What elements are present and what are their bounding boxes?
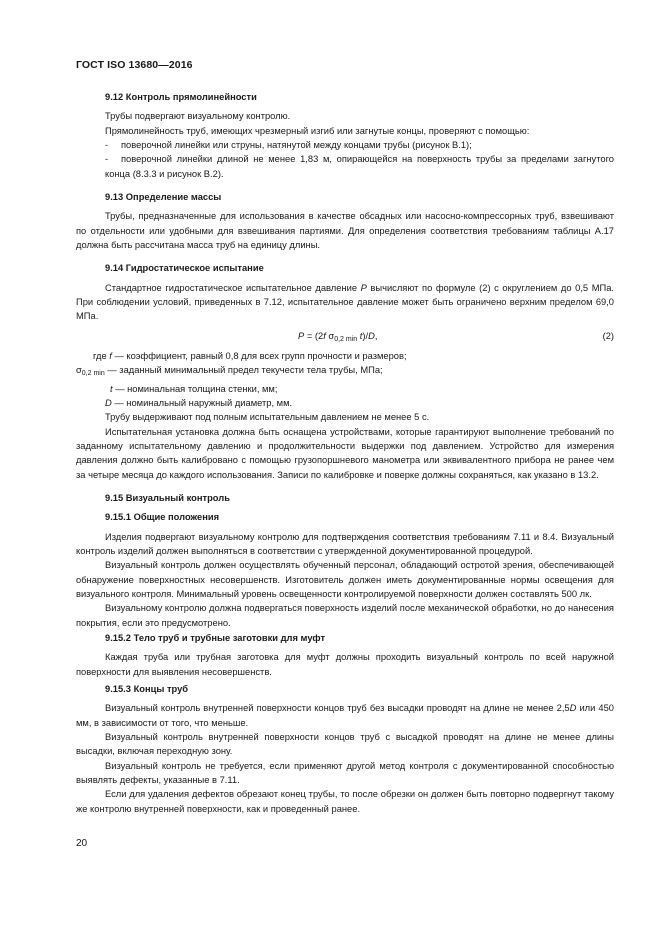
subsection-heading-9-15-2: 9.15.2 Тело труб и трубные заготовки для муфт xyxy=(105,633,326,643)
paragraph: Если для удаления дефектов обрезают конец трубы, то после обрезки он должен быть повторно подвергнут такому же контролю внутренней поверхности, как и проведенный ранее. xyxy=(76,789,614,814)
definition-t: t — номинальная толщина стенки, мм; xyxy=(110,383,278,394)
paragraph: Трубы подвергают визуальному контролю. xyxy=(105,111,291,122)
list-item-text: поверочной линейки длиной не менее 1,83 м, опирающейся на поверхность трубы за пределами загнутого конца (8.3.3 и рисунок B.2). xyxy=(105,154,614,179)
paragraph: Визуальный контроль внутренней поверхности концов труб без высадки проводят на длине не менее 2,5D или 450 мм, в зависимости от того, что меньше. xyxy=(76,703,614,728)
subsection-heading-9-15-1: 9.15.1 Общие положения xyxy=(105,512,220,523)
paragraph: Каждая труба или трубная заготовка для муфт должны проходить визуальный контроль по всей наружной поверхности для выявления несовершенств. xyxy=(76,652,614,677)
paragraph: Визуальный контроль внутренней поверхности концов труб с высадкой проводят на длине не менее длины высадки, включая переходную зону. xyxy=(76,732,614,757)
document-body xyxy=(76,90,614,816)
paragraph: Изделия подвергают визуальному контролю для подтверждения соответствия требованиям 7.11 и 8.4. Визуальный контроль изделий должен выполняться в соответствии с утвержденной документированной процедурой. xyxy=(76,531,614,556)
formula xyxy=(76,327,614,349)
paragraph: Визуальный контроль не требуется, если применяют другой метод контроля с документированной способностью выявлять дефекты, указанные в 7.11. xyxy=(76,760,614,786)
paragraph: Стандартное гидростатическое испытательное давление P вычисляют по формуле (2) с округлением до 0,5 МПа. При соблюдении условий, приведенных в 7.12, испытательное давление может быть ограничено верхним пределом 69,0 МПа. xyxy=(76,282,614,322)
section-heading-9-12: 9.12 Контроль прямолинейности xyxy=(105,92,257,102)
list-item xyxy=(76,152,614,181)
list-dash: - xyxy=(105,154,109,165)
variable-p: P xyxy=(360,282,367,293)
definition-f: где f — коэффициент, равный 0,8 для всех групп прочности и размеров; xyxy=(93,350,407,361)
definition-sigma: $\sigma_{0,2 min}$ — заданный минимальный предел текучести тела трубы, МПа; xyxy=(76,365,383,378)
list-item-text: поверочной линейки или струны, натянутой между концами трубы (рисунок B.1); xyxy=(121,140,472,151)
paragraph: Визуальный контроль должен осуществлять обученный персонал, обладающий остротой зрения, обеспечивающей обнаружение поверхностных несовершенств. Изготовитель должен иметь документированные нормы освещения для визуального контроля. Минимальный уровень освещенности контролируемой поверхности должен составлять 500 лк. xyxy=(76,560,614,599)
paragraph: Визуальному контролю должна подвергаться поверхность изделий после механической обработки, но до нанесения покрытия, если это предусмотрено. xyxy=(76,603,614,628)
section-heading-9-13: 9.13 Определение массы xyxy=(105,192,222,203)
document-header: ГОСТ ISO 13680—2016 xyxy=(76,59,193,71)
section-heading-9-15: 9.15 Визуальный контроль xyxy=(105,492,230,503)
subsection-heading-9-15-3: 9.15.3 Концы труб xyxy=(105,684,189,695)
list-dash: - xyxy=(105,140,109,151)
section-heading-9-14: 9.14 Гидростатическое испытание xyxy=(105,263,264,274)
list-item xyxy=(76,138,614,152)
definition-d: D — номинальный наружный диаметр, мм. xyxy=(105,397,293,408)
paragraph: Прямолинейность труб, имеющих чрезмерный изгиб или загнутые концы, проверяют с помощью: xyxy=(105,125,530,136)
paragraph: Испытательная установка должна быть оснащена устройствами, которые гарантируют выполнение требований по заданному испытательному давлению и продолжительности выдержки под давлением. Устройство для измерения давления должно быть калибровано с помощью грузопоршневого манометра или эквивалентного прибора не ранее чем за четыре месяца до каждого использования. Записи по калибровке и поверке должны сохраняться, как указано в 13.2. xyxy=(76,426,614,480)
formula-expression: P = (2f $\sigma_{0,2 min}$ t)/D, xyxy=(298,330,378,343)
formula-number: (2) xyxy=(602,330,614,341)
page-number: 20 xyxy=(76,838,88,849)
paragraph: Трубу выдерживают под полным испытательным давлением не менее 5 с. xyxy=(105,412,430,423)
paragraph: Трубы, предназначенные для использования в качестве обсадных или насосно-компрессорных труб, взвешивают по отдельности или удобными для взвешивания партиями. Для определения соответствия требованиям таблицы A.17 должна быть рассчитана масса труб на единицу длины. xyxy=(76,211,614,251)
